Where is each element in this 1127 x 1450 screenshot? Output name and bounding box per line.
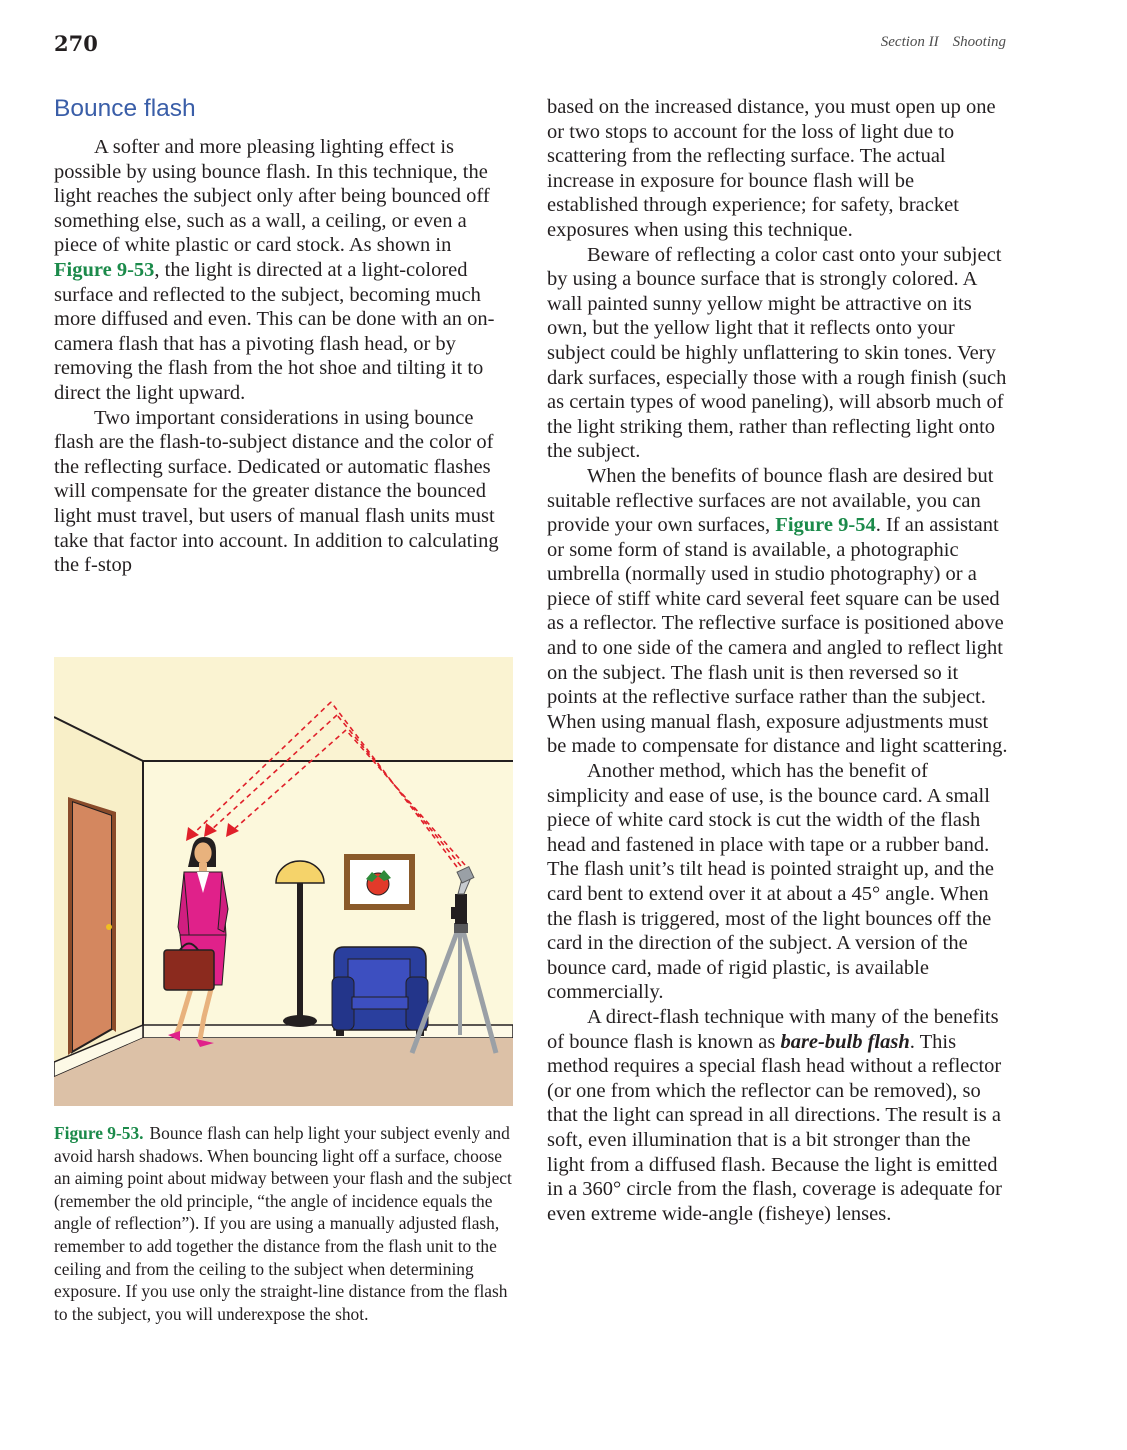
- paragraph-bounce-intro: [54, 135, 513, 406]
- paragraph-continued: based on the increased distance, you must open up one or two stops to account for the loss of light due to scattering from the reflecting surface. The actual increase in exposure for bounce flash will be established through experience; for safety, bracket exposures when using this technique.: [547, 96, 996, 241]
- paragraph-color-cast: Beware of reflecting a color cast onto your subject by using a bounce surface that is strongly colored. A wall painted sunny yellow might be attractive on its own, but the yellow light that it reflects onto your subject could be highly unflattering to skin tones. Very dark surfaces, especially those with a rough finish (such as certain types of wood paneling), will absorb much of the light striking them, rather than reflecting light onto the subject.: [547, 243, 1007, 463]
- floor: [54, 1038, 513, 1106]
- figure-caption: [54, 1122, 513, 1325]
- paragraph-text: A softer and more pleasing lighting effect is possible by using bounce flash. In this technique, the light reaches the subject only after being bounced off something else, such as a wall, a ceiling, or even a piece of white plastic or card stock. As shown in: [54, 136, 490, 257]
- page-number: 270: [54, 31, 98, 56]
- key-term: bare-bulb flash: [780, 1030, 910, 1053]
- paragraph-bare-bulb: [547, 1005, 1008, 1226]
- paragraph-text: . If an assistant or some form of stand is available, a photographic umbrella (normally used in studio photography) or a piece of stiff white card several feet square can be used as a reflector. The reflective surface is positioned above and to one side of the camera and angled to reflect light on the subject. The flash unit is then reversed so it points at the reflective surface rather than the subject. When using manual flash, exposure adjustments must be made to compensate for distance and light scattering.: [547, 514, 1008, 758]
- right-column: [547, 95, 1008, 1226]
- figure-reference-link[interactable]: Figure 9-53: [54, 258, 155, 281]
- paragraph-text: . This method requires a special flash head without a reflector (or one from which the reflector can be removed), so that the light can spread in all directions. The result is a soft, even illumination that is a bit stronger than the light from a diffused flash. Because the light is emitted in a 360° circle from the flash, coverage is adequate for even extreme wide-angle (fisheye) lenses.: [547, 1030, 1003, 1225]
- door: [68, 797, 116, 1055]
- section-title: Bounce flash: [54, 95, 196, 122]
- figure-9-53-illustration: [54, 657, 513, 1106]
- paragraph-considerations: Two important considerations in using bounce flash are the flash-to-subject distance and the color of the reflecting surface. Dedicated or automatic flashes will compensate for the greater distance the bounced light must travel, but users of manual flash units must take that factor into account. In addition to calculating the f-stop: [54, 406, 499, 577]
- running-head: [780, 34, 1006, 51]
- figure-label: Figure 9-53.: [54, 1123, 144, 1143]
- left-column: [54, 135, 513, 578]
- paragraph-text: A direct-flash technique with many of the benefits of bounce flash is known as: [547, 1005, 999, 1053]
- wall-picture: [344, 854, 415, 910]
- paragraph-text: , the light is directed at a light-colored surface and reflected to the subject, becoming much more diffused and even. This can be done with an on-camera flash that has a pivoting flash head, or by removing the flash from the hot shoe and tilting it to direct the light upward.: [54, 258, 495, 404]
- paragraph-own-surfaces: [547, 464, 1008, 759]
- paragraph-bounce-card: Another method, which has the benefit of simplicity and ease of use, is the bounce card. A small piece of white card stock is cut the width of the flash head and fastened in place with tape or a rubber band. The flash unit’s tilt head is pointed straight up, and the card bent to extend over it at about a 45° angle. When the flash is triggered, most of the light bounces off the card in the direction of the subject. A version of the bounce card, made of rigid plastic, is available commercially.: [547, 760, 994, 1004]
- paragraph-text: When the benefits of bounce flash are desired but suitable reflective surfaces are not available, you can provide your own surfaces,: [547, 464, 994, 537]
- figure-caption-text: Bounce flash can help light your subject evenly and avoid harsh shadows. When bouncing light off a surface, choose an aiming point about midway between your flash and the subject (remember the old principle, “the angle of incidence equals the angle of reflection”). If you are using a manually adjusted flash, remember to add together the distance from the flash unit to the ceiling and from the ceiling to the subject when determining exposure. If you use only the straight-line distance from the flash to the subject, you will underexpose the shot.: [54, 1123, 512, 1324]
- armchair: [332, 947, 428, 1036]
- running-head-chapter: Shooting: [952, 34, 1006, 50]
- running-head-section: Section II: [880, 34, 939, 50]
- figure-reference-link[interactable]: Figure 9-54: [775, 514, 876, 537]
